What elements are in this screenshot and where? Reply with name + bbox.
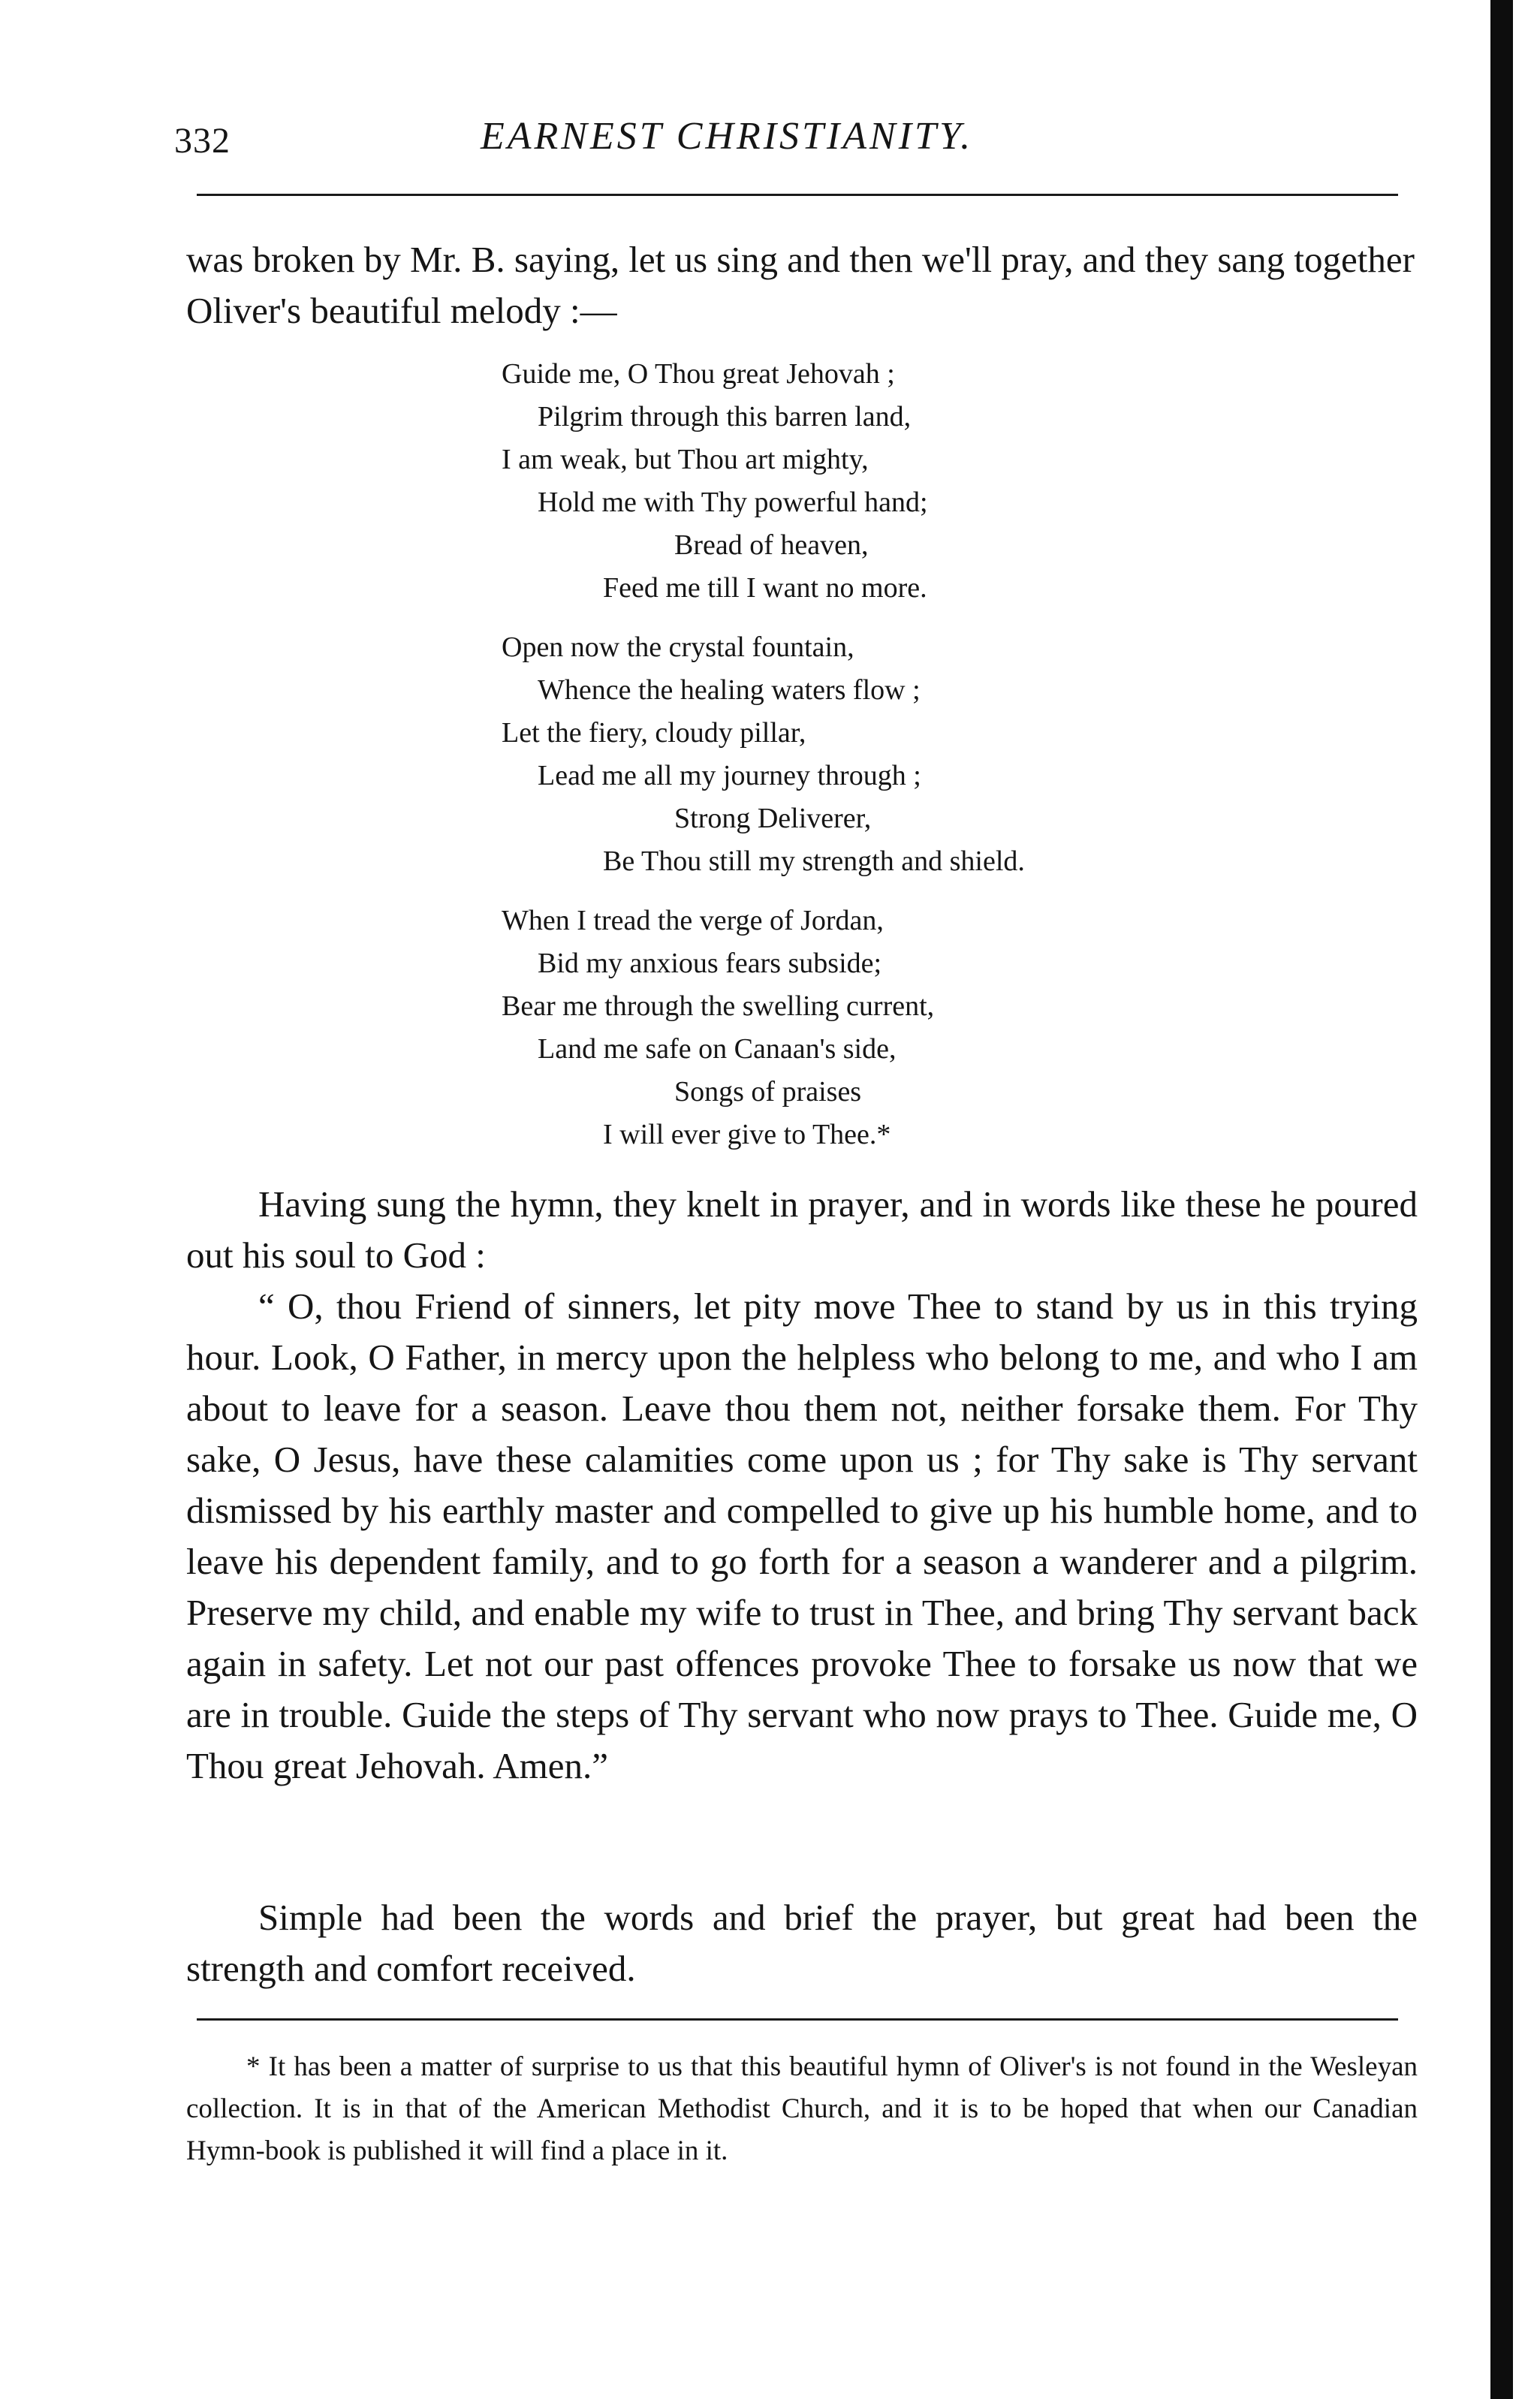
footnote: * It has been a matter of surprise to us that this beautiful hymn of Oliver's is not found in the Wesleyan collection. It is in that of the American Methodist Church, and it is to be hoped that when our Canadian Hymn-book is published it will find a place in it.: [186, 2051, 1418, 2166]
running-title: EARNEST CHRISTIANITY.: [481, 115, 974, 158]
hymn-line: Let the fiery, cloudy pillar,: [502, 717, 806, 749]
hymn-line: Hold me with Thy powerful hand;: [538, 487, 928, 518]
hymn-line: Feed me till I want no more.: [603, 572, 927, 604]
hymn-line: Land me safe on Canaan's side,: [538, 1033, 897, 1065]
footnote-rule: [197, 2018, 1398, 2021]
hymn-stanza-1: [502, 353, 1252, 610]
hymn-line: Be Thou still my strength and shield.: [603, 845, 1025, 877]
hymn-line: Songs of praises: [674, 1076, 862, 1108]
hymn-line: Lead me all my journey through ;: [538, 760, 921, 791]
hymn-line: Bear me through the swelling current,: [502, 990, 935, 1022]
hymn-line: I will ever give to Thee.*: [603, 1119, 891, 1150]
paragraph-after-hymn: Having sung the hymn, they knelt in prayer, and in words like these he poured out his soul to God :: [186, 1183, 1418, 1276]
hymn-stanza-2: [502, 626, 1252, 883]
opening-paragraph: was broken by Mr. B. saying, let us sing and then we'll pray, and they sang together Oliver's beautiful melody :—: [186, 239, 1415, 331]
page-edge-shadow: [1490, 0, 1513, 2399]
hymn-line: Whence the healing waters flow ;: [538, 674, 921, 706]
header-rule: [197, 194, 1398, 196]
closing-paragraph: Simple had been the words and brief the prayer, but great had been the strength and comfort received.: [186, 1897, 1418, 1989]
page-number: 332: [174, 121, 231, 161]
hymn-line: Bread of heaven,: [674, 529, 869, 561]
hymn-line: I am weak, but Thou art mighty,: [502, 444, 869, 475]
hymn-line: Pilgrim through this barren land,: [538, 401, 912, 432]
hymn-line: Bid my anxious fears subside;: [538, 948, 882, 979]
hymn-line: When I tread the verge of Jordan,: [502, 905, 884, 936]
hymn-line: Open now the crystal fountain,: [502, 631, 854, 663]
hymn-line: Strong Deliverer,: [674, 803, 872, 834]
prayer-paragraph: “ O, thou Friend of sinners, let pity move Thee to stand by us in this trying hour. Look, O Father, in mercy upon the helpless who belong to me, and who I am about to leave for a season. Leave thou them not, neither forsake them. For Thy sake, O Jesus, have these calamities come upon us ; for Thy sake is Thy servant dismissed by his earthly master and compelled to give up his humble home, and to leave his dependent family, and to go forth for a season a wanderer and a pilgrim. Preserve my child, and enable my wife to trust in Thee, and bring Thy servant back again in safety. Let not our past offences provoke Thee to forsake us now that we are in trouble. Guide the steps of Thy servant who now prays to Thee. Guide me, O Thou great Jehovah. Amen.”: [186, 1285, 1418, 1786]
hymn-stanza-3: [502, 900, 1252, 1156]
hymn-line: Guide me, O Thou great Jehovah ;: [502, 358, 895, 390]
